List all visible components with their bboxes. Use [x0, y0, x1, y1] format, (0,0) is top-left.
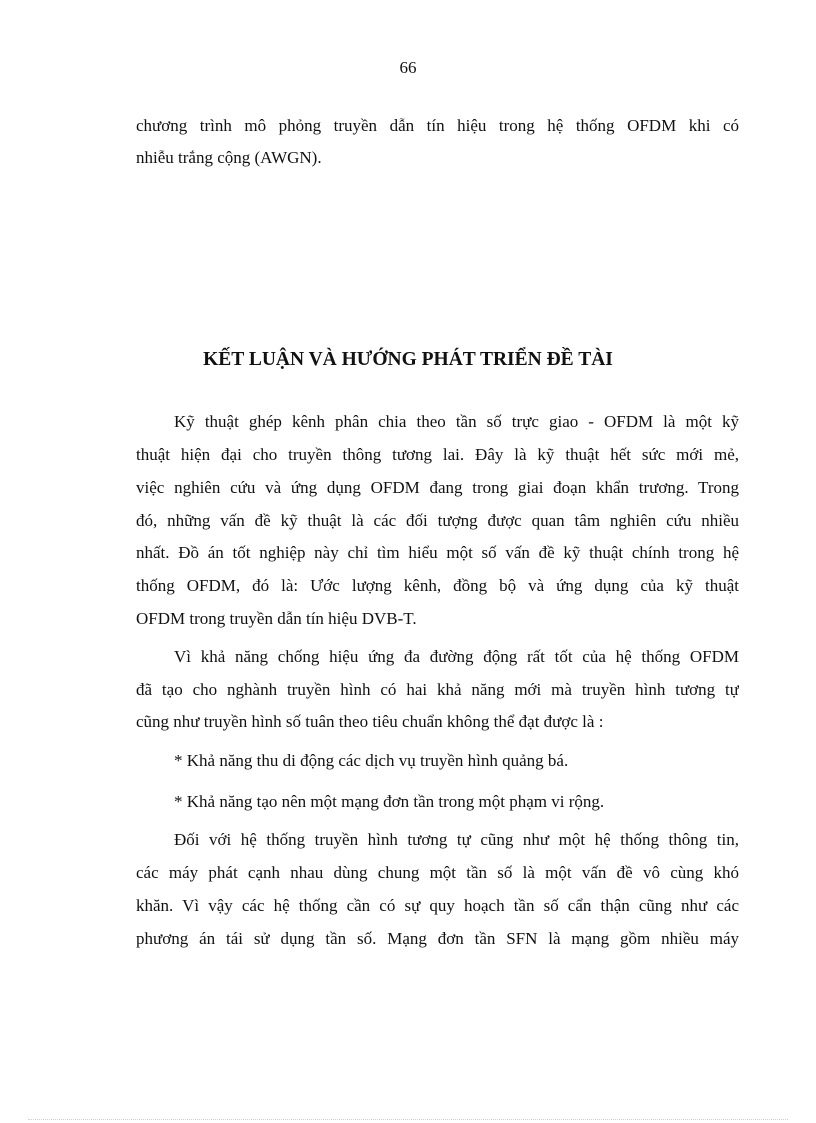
text-line: thống OFDM, đó là: Ước lượng kênh, đồng bộ và ứng dụng của kỹ thuật — [136, 576, 739, 595]
text-line: nhiễu trắng cộng (AWGN). — [136, 148, 322, 167]
text-line: khăn. Vì vậy các hệ thống cần có sự quy hoạch tần số cẩn thận cũng như các — [136, 896, 739, 915]
text-line: đó, những vấn đề kỹ thuật là các đối tượng được quan tâm nghiên cứu nhiều — [136, 511, 739, 530]
bullet-item: * Khả năng thu di động các dịch vụ truyền hình quảng bá. — [174, 751, 569, 770]
text-line: OFDM trong truyền dẫn tín hiệu DVB-T. — [136, 609, 417, 628]
text-line: Kỹ thuật ghép kênh phân chia theo tần số trực giao - OFDM là một kỹ — [174, 412, 739, 431]
text-line: các máy phát cạnh nhau dùng chung một tần số là một vấn đề vô cùng khó — [136, 863, 739, 882]
text-line: việc nghiên cứu và ứng dụng OFDM đang trong giai đoạn khẩn trương. Trong — [136, 478, 739, 497]
page-number: 66 — [399, 58, 417, 77]
bullet-item: * Khả năng tạo nên một mạng đơn tần trong một phạm vi rộng. — [174, 792, 605, 811]
text-line: thuật hiện đại cho truyền thông tương lai. Đây là kỹ thuật hết sức mới mẻ, — [136, 445, 739, 464]
text-line: đã tạo cho nghành truyền hình có hai khả năng mới mà truyền hình tương tự — [136, 680, 739, 699]
text-line: chương trình mô phỏng truyền dẫn tín hiệu trong hệ thống OFDM khi có — [136, 116, 739, 135]
text-line: phương án tái sử dụng tần số. Mạng đơn tần SFN là mạng gồm nhiều máy — [136, 929, 739, 948]
page-bottom-border — [28, 1119, 788, 1120]
section-heading: KẾT LUẬN VÀ HƯỚNG PHÁT TRIỂN ĐỀ TÀI — [203, 349, 613, 370]
text-line: cũng như truyền hình số tuân theo tiêu chuẩn không thể đạt được là : — [136, 712, 604, 731]
text-line: nhất. Đồ án tốt nghiệp này chỉ tìm hiểu một số vấn đề kỹ thuật chính trong hệ — [136, 543, 739, 562]
text-line: Vì khả năng chống hiệu ứng đa đường động rất tốt của hệ thống OFDM — [174, 647, 739, 666]
text-line: Đối với hệ thống truyền hình tương tự cũng như một hệ thống thông tin, — [174, 830, 739, 849]
